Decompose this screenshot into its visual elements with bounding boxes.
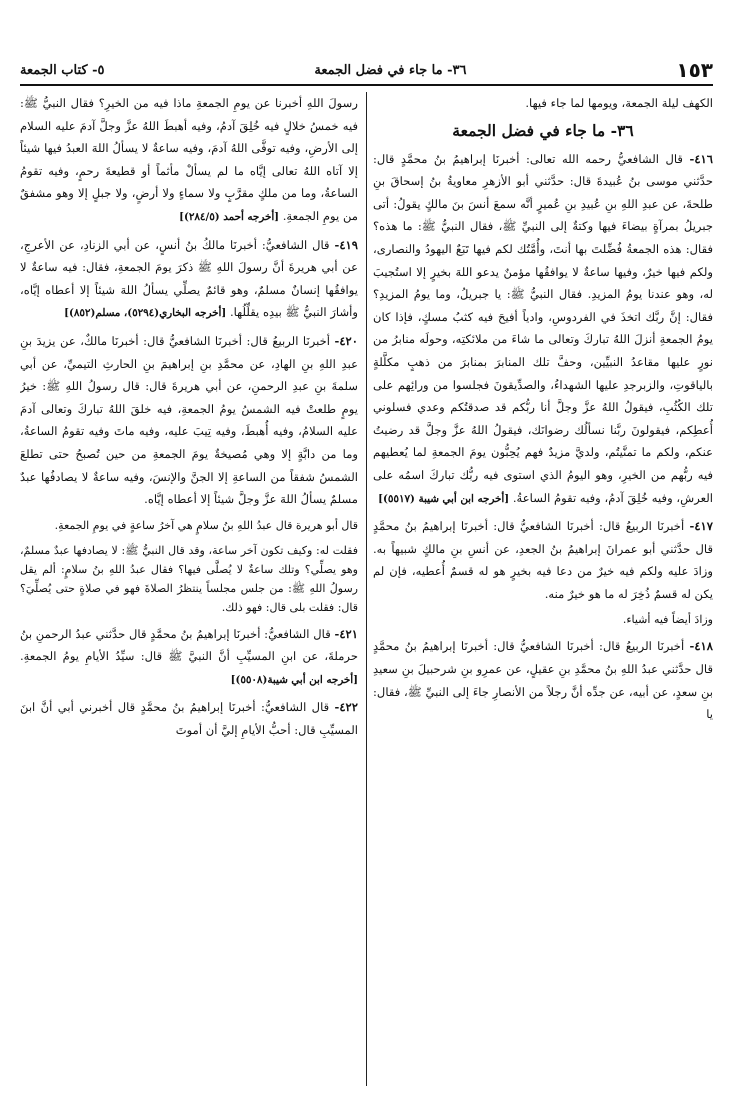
hadith-text: قال الشافعيُّ رحمه الله تعالى: أخبرنَا إبراهيمُ بنُ محمَّدٍ قال: حدَّثني موسى بنُ عُبيدةَ قال: حدَّثني أبو الأزهرِ معاويةُ بنُ إسحاقَ بنِ طلحةَ، عن عبدِ اللهِ بنِ عُبيدِ بنِ عُميرٍ أنَّه سمعَ أنسَ بنَ مالكٍ يقولُ: أتى جبريلُ بمرآةٍ بيضاءَ فيها وكتةٌ إلى النبيِّ ﷺ، فقال النبيُّ ﷺ: ما هذه؟ فقال: هذه الجمعةُ فُضِّلتَ بها أنتَ، وأُمَّتُك لكم فيها تَبَعٌ اليهودُ والنصارى، ولكم فيها خيرٌ، وفيها ساعةٌ لا يوافقُها مؤمنٌ يدعو اللهَ بخيرٍ إلا استُجيبَ له، وهو عندنا يومُ المزيدِ. فقال النبيُّ ﷺ: يا جبريلُ، وما يومُ المزيدِ؟ فقال: إنَّ ربَّك اتخذَ في الفردوسِ، وادياً أفيحَ فيه كثبُ مسكٍ، فإذا كان يومُ الجمعةِ أنزلَ اللهُ تباركَ وتعالى ما شاءَ من ملائكتِه، وحولَه منابرُ من نورٍ عليها مقاعدُ النبيِّين، وحفَّ تلك المنابرَ بمنابرَ من ذهبٍ مكلَّلةٍ بالياقوتِ، والزبرجدِ عليها الشهداءُ، والصدِّيقونَ فجلسوا من ورائِهم على تلك الكُثُبِ، فيقولُ اللهُ عزَّ وجلَّ أنا ربُّكم قد صدقتُكم وعدي فسلوني أُعطِكم، فيقولونَ ربَّنا نسألُك رضوانَك، فيقولُ اللهُ عزَّ وجلَّ قد رضيتُ عنكم، ولكم ما تمنَّيتُم، ولديَّ مزيدٌ فهم يُحِبُّون يومَ الجمعةِ لما يُعطيهم فيه ربُّهم من الخيرِ، وهو اليومُ الذي استوى فيه ربُّك تباركَ اسمُه على العرشِ، وفيه خُلِقَ آدمُ، وفيه تقومُ الساعةُ. <box>373 151 713 505</box>
hadith-421 <box>20 623 358 692</box>
running-book-title: ٥- كتاب الجمعة <box>20 62 105 78</box>
hadith-number: ٤٢١- <box>334 626 358 641</box>
hadith-reference: [أخرجه ابن أبي شيبة (٥٥١٧)] <box>378 492 510 505</box>
intro-line: الكهف ليلة الجمعة، ويومها لما جاء فيها. <box>525 96 713 110</box>
hadith-text: رسولَ اللهِ أخبرنا عن يومِ الجمعةِ ماذا فيه من الخيرِ؟ فقال النبيُّ ﷺ: فيه خمسُ خلالٍ فيه خُلِقَ آدمُ، وفيه أهبطَ اللهُ عزَّ وجلَّ آدمَ عليه السلام إلى الأرضِ، وفيه توفَّى اللهُ آدمَ، وفيه ساعةٌ لا يسألُ اللهَ العبدُ فيها شيئاً إلا آتاه اللهُ تعالى إيَّاه ما لم يسألْ مأثماً أو قطيعةَ رحمٍ، وفيه تقومُ الساعةُ، وما من ملكٍ مقرَّبٍ ولا سماءٍ ولا أرضٍ، ولا جبلٍ إلا وهو مشفقٌ من يومِ الجمعةِ. <box>20 96 358 223</box>
running-section-title: ٣٦- ما جاء في فضل الجمعة <box>314 62 467 78</box>
hadith-417-note: وزادَ أيضاً فيه أشياء. <box>622 613 713 627</box>
hadith-reference: [أخرجه البخاري(٥٢٩٤)، مسلم(٨٥٢)] <box>64 307 227 320</box>
column-divider <box>366 92 367 1086</box>
hadith-number: ٤١٨- <box>689 639 713 654</box>
hadith-number: ٤٢٠- <box>334 333 358 348</box>
hadith-422 <box>20 696 358 741</box>
hadith-418 <box>373 635 713 725</box>
hadith-420 <box>20 330 358 511</box>
hadith-number: ٤٢٢- <box>334 700 358 715</box>
left-column <box>20 92 358 1092</box>
right-column <box>373 92 713 1092</box>
hadith-text: قال الشافعيُّ: أخبرنَا مالكُ بنُ أنسٍ، عن أبي الزنادِ، عن الأعرجِ، عن أبي هريرةَ أنَّ رسولَ اللهِ ﷺ ذكرَ يومَ الجمعةِ، فقال: فيه ساعةٌ لا يوافقُها إنسانٌ مسلمٌ، وهو قائمٌ يصلِّي يسألُ اللهَ شيئاً إلا أعطاه إيَّاه، وأشارَ النبيُّ ﷺ بيدِه يقلِّلُها. <box>20 237 358 320</box>
page-header <box>20 56 713 86</box>
hadith-416 <box>373 148 713 511</box>
chapter-heading: ٣٦- ما جاء في فضل الجمعة <box>452 120 634 140</box>
hadith-text: أخبرنَا الربيعُ قال: أخبرنَا الشافعيُّ قال: أخبرنَا إبراهيمُ بنُ محمَّدٍ قال حدَّثني أبو عمرانَ إبراهيمُ بنُ الجعدِ، عن أنسِ بنِ مالكٍ شبيهاً به. وزادَ عليه ولكم فيه خيرٌ من دعا فيه بخيرٍ هو له قسمٌ أُعطيه، فإن لم يكن له قسمٌ ذُخِرَ له ما هو خيرٌ منه. <box>373 519 713 601</box>
hadith-text: أخبرنَا الربيعُ قال: أخبرنَا الشافعيُّ قال: أخبرنَا مالكٌ، عن يزيدَ بنِ عبدِ اللهِ بنِ الهادِ، عن محمَّدِ بنِ إبراهيمَ بنِ الحارثِ التيميِّ، عن أبي سلمةَ بنِ عبدِ الرحمنِ، عن أبي هريرةَ قال: قال رسولُ اللهِ ﷺ: خيرُ يومٍ طلعتْ فيه الشمسُ يومُ الجمعةِ، فيه خلقَ اللهُ تباركَ وتعالى آدمَ عليه السلامُ، وفيه أُهبطَ، وفيه تِيبَ عليه، وفيه ماتَ وفيه تقومُ الساعةُ، وما من دابَّةٍ إلا وهي مُصيخةٌ يومَ الجمعةِ من حين تُصبحُ حتى تطلعَ الشمسُ شفقاً من الساعةِ إلا الجنَّ والإنسَ، وفيه ساعةٌ لا يصادفُها عبدٌ مسلمٌ يسألُ اللهَ عزَّ وجلَّ شيئاً إلا أعطاه إيَّاه. <box>20 333 358 507</box>
hadith-number: ٤١٩- <box>334 237 358 252</box>
commentary-note: قال أبو هريرة قال عبدُ اللهِ بنُ سلامٍ هي آخرُ ساعةٍ في يومِ الجمعةِ. <box>54 518 358 532</box>
hadith-text: قال الشافعيُّ: أخبرنَا إبراهيمُ بنُ محمَّدٍ قال أخبرني أبي أنَّ ابنَ المسيِّبِ قال: أحبُّ الأيامِ إليَّ أن أموتَ <box>20 700 358 738</box>
hadith-417 <box>373 515 713 605</box>
hadith-reference: [أخرجه أحمد (٢٨٤/٥)] <box>179 210 280 223</box>
hadith-reference: [أخرجه ابن أبي شيبة(٥٥٠٨)] <box>230 673 358 686</box>
hadith-number: ٤١٧- <box>689 519 713 534</box>
hadith-419 <box>20 234 358 325</box>
page-number: ١٥٣ <box>676 58 713 82</box>
hadith-text: أخبرنَا الربيعُ قال: أخبرنَا الشافعيُّ قال: أخبرنَا إبراهيمُ بنُ محمَّدٍ قال حدَّثني عبدُ اللهِ بنُ محمَّدِ بنِ عقيلٍ، عن عمرِو بنِ شرحبيلَ بنِ سعيدِ بنِ سعدٍ، عن أبيه، عن جدِّه أنَّ رجلاً من الأنصارِ جاءَ إلى النبيِّ ﷺ، فقال: يا <box>373 639 713 722</box>
commentary-note: فقلت له: وكيف تكون آخر ساعة، وقد قال النبيُّ ﷺ: لا يصادفها عبدٌ مسلمٌ، وهو يصلِّي؟ وتلك ساعةٌ لا يُصلَّى فيها؟ فقال عبدُ اللهِ بنُ سلامٍ: ألم يقل رسولُ اللهِ ﷺ: من جلس مجلساً ينتظرُ الصلاةَ فهو في صلاةٍ حتى يُصلِّيَ؟ قال: فقلت بلى قال: فهو ذلك. <box>20 543 358 614</box>
hadith-418-continuation <box>20 92 358 229</box>
hadith-number: ٤١٦- <box>689 151 713 166</box>
hadith-text: قال الشافعيُّ: أخبرنَا إبراهيمُ بنُ محمَّدٍ قال حدَّثني عبدُ الرحمنِ بنُ حرملةَ، عن ابنِ المسيِّبِ أنَّ النبيَّ ﷺ قال: سيِّدُ الأيامِ يومُ الجمعةِ. <box>20 626 358 664</box>
